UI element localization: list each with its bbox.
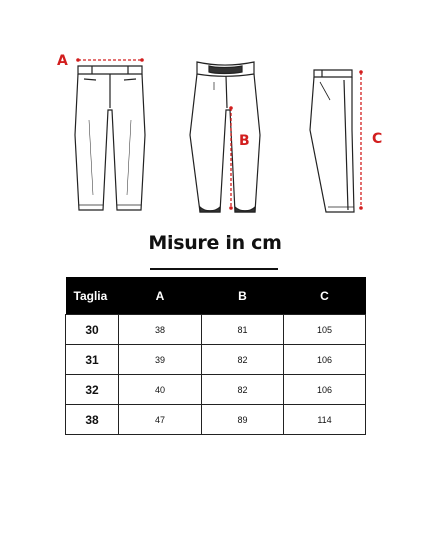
- header-a: A: [119, 277, 202, 315]
- size-cell: 38: [66, 405, 119, 435]
- measure-c-cell: 106: [284, 345, 366, 375]
- pant-diagrams: [0, 0, 430, 225]
- measure-b-label: B: [239, 133, 250, 149]
- measure-b-cell: 82: [202, 345, 284, 375]
- measure-a-cell: 40: [119, 375, 202, 405]
- measure-a-cell: 38: [119, 315, 202, 345]
- table-row: [66, 375, 366, 405]
- pants-side-view: [310, 70, 354, 212]
- table-header-row: [66, 277, 366, 315]
- measure-b-cell: 81: [202, 315, 284, 345]
- measure-b-cell: 82: [202, 375, 284, 405]
- pant-diagram-svg: [0, 0, 430, 225]
- table-row: [66, 315, 366, 345]
- measure-c-label: C: [372, 131, 383, 147]
- measure-a-cell: 39: [119, 345, 202, 375]
- header-b: B: [202, 277, 284, 315]
- measure-c-cell: 114: [284, 405, 366, 435]
- measure-a-line: [76, 58, 144, 62]
- size-table: [65, 277, 366, 435]
- table-row: [66, 345, 366, 375]
- measure-c-cell: 105: [284, 315, 366, 345]
- measure-c-cell: 106: [284, 375, 366, 405]
- header-c: C: [284, 277, 366, 315]
- measure-c-line: [359, 70, 363, 210]
- size-cell: 32: [66, 375, 119, 405]
- measure-a-label: A: [57, 53, 68, 69]
- measure-b-cell: 89: [202, 405, 284, 435]
- size-cell: 31: [66, 345, 119, 375]
- measure-a-cell: 47: [119, 405, 202, 435]
- header-size: Taglia: [66, 277, 119, 315]
- table-row: [66, 405, 366, 435]
- title-underline: [150, 268, 278, 270]
- size-cell: 30: [66, 315, 119, 345]
- pants-front-view: [75, 66, 145, 210]
- page-title: Misure in cm: [148, 232, 282, 254]
